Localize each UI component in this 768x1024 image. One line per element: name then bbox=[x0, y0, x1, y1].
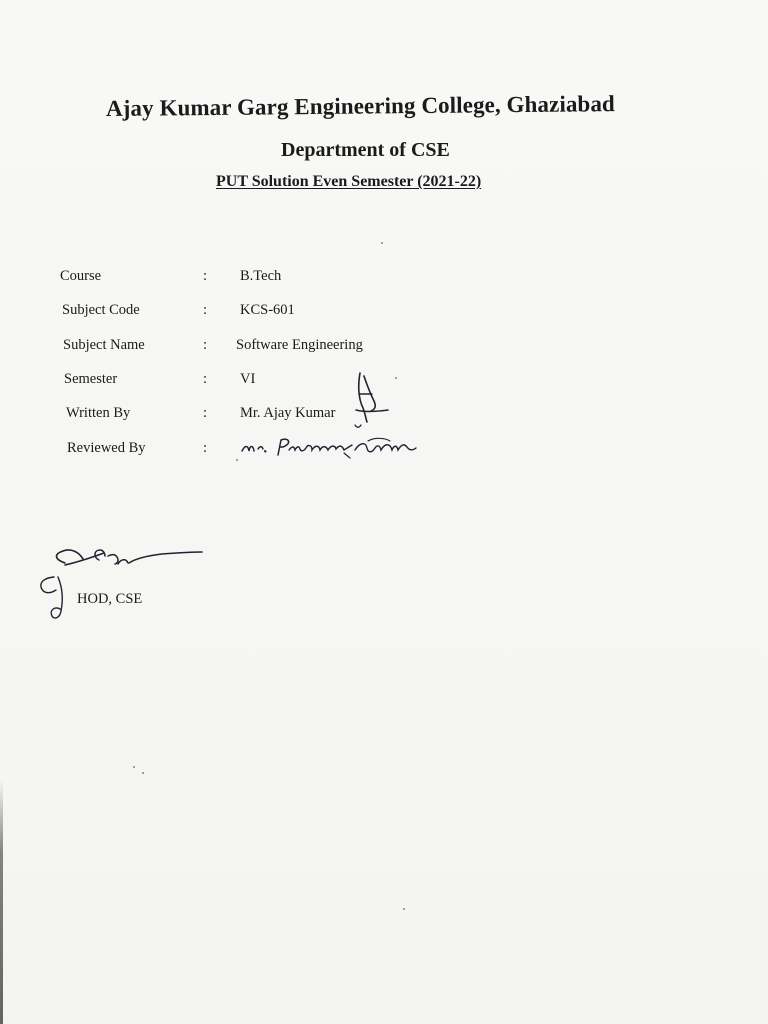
written-by-signature bbox=[348, 370, 392, 432]
written-by-value: Mr. Ajay Kumar bbox=[240, 405, 336, 421]
course-value: B.Tech bbox=[240, 268, 282, 284]
paper-speck bbox=[236, 459, 238, 461]
reviewed-by-separator: : bbox=[203, 440, 208, 456]
department-title: Department of CSE bbox=[281, 139, 450, 161]
course-separator: : bbox=[203, 268, 208, 284]
paper-speck bbox=[395, 377, 397, 379]
semester-label: Semester bbox=[64, 371, 118, 387]
college-name: Ajay Kumar Garg Engineering College, Ghaziabad bbox=[105, 91, 615, 121]
paper-speck bbox=[142, 772, 144, 774]
paper-speck bbox=[403, 908, 405, 910]
reviewed-by-handwritten-signature bbox=[240, 433, 418, 461]
course-label: Course bbox=[60, 268, 102, 284]
paper-speck bbox=[133, 766, 135, 768]
subject-code-value: KCS-601 bbox=[240, 302, 295, 318]
reviewed-by-label: Reviewed By bbox=[67, 440, 146, 456]
document-title: PUT Solution Even Semester (2021-22) bbox=[216, 173, 482, 190]
subject-name-label: Subject Name bbox=[63, 337, 145, 353]
hod-label: HOD, CSE bbox=[77, 591, 143, 607]
subject-name-row bbox=[0, 337, 768, 361]
subject-code-label: Subject Code bbox=[62, 302, 140, 318]
page-edge-shadow bbox=[0, 780, 3, 1024]
semester-value: VI bbox=[240, 371, 256, 387]
written-by-label: Written By bbox=[66, 405, 131, 421]
written-by-separator: : bbox=[203, 405, 208, 421]
subject-name-separator: : bbox=[203, 337, 208, 353]
hod-signature bbox=[36, 542, 208, 626]
semester-separator: : bbox=[203, 371, 208, 387]
course-row bbox=[0, 268, 768, 292]
subject-code-row bbox=[0, 302, 768, 326]
subject-name-value: Software Engineering bbox=[236, 337, 363, 353]
paper-speck bbox=[381, 242, 383, 244]
subject-code-separator: : bbox=[203, 302, 208, 318]
